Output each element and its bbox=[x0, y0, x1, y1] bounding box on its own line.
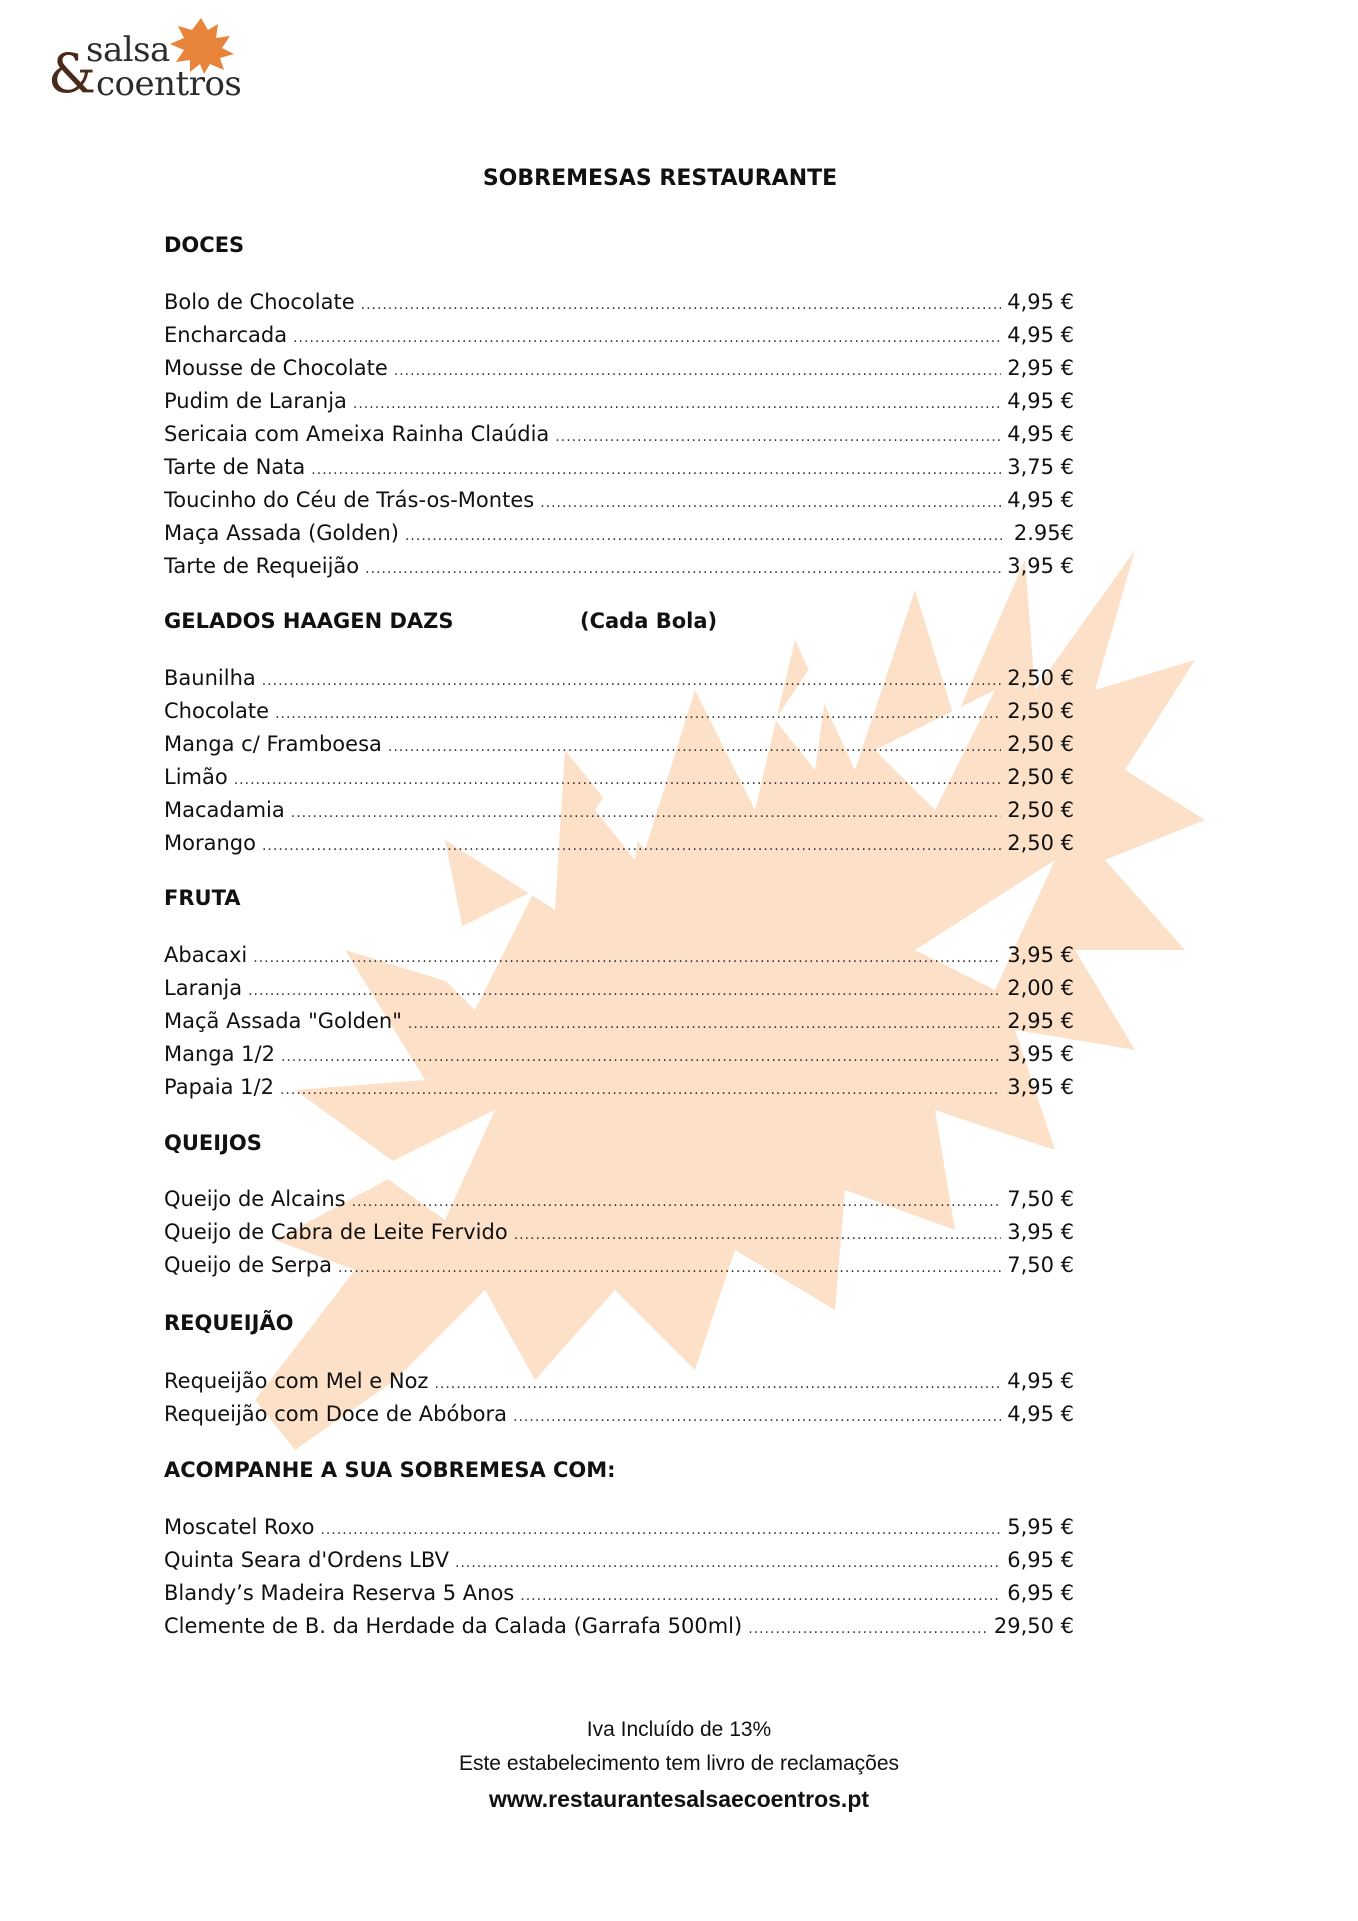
leader-dots bbox=[513, 1409, 1001, 1425]
item-price: 2,95 € bbox=[1007, 1009, 1074, 1033]
item-price: 3,95 € bbox=[1007, 554, 1074, 578]
item-name: Queijo de Alcains bbox=[164, 1187, 346, 1211]
item-price: 3,95 € bbox=[1007, 1075, 1074, 1099]
menu-item bbox=[164, 422, 1074, 452]
menu-item bbox=[164, 554, 1074, 584]
item-name: Mousse de Chocolate bbox=[164, 356, 388, 380]
leader-dots bbox=[320, 1522, 1001, 1538]
item-name: Bolo de Chocolate bbox=[164, 290, 355, 314]
item-price: 2,50 € bbox=[1007, 732, 1074, 756]
menu-item bbox=[164, 798, 1074, 828]
menu-item bbox=[164, 699, 1074, 729]
item-price: 3,75 € bbox=[1007, 455, 1074, 479]
item-price: 2,00 € bbox=[1007, 976, 1074, 1000]
footer-iva-note: Iva Incluído de 13% bbox=[586, 1718, 772, 1741]
leader-dots bbox=[365, 561, 1001, 577]
menu-item bbox=[164, 765, 1074, 795]
menu-item bbox=[164, 1402, 1074, 1432]
item-name: Limão bbox=[164, 765, 228, 789]
menu-item bbox=[164, 1614, 1074, 1644]
logo-ampersand: & bbox=[48, 42, 97, 105]
menu-item bbox=[164, 1009, 1074, 1039]
leader-dots bbox=[352, 1194, 1002, 1210]
leader-dots bbox=[748, 1621, 988, 1637]
item-price: 4,95 € bbox=[1007, 488, 1074, 512]
section-title-acompanhe: ACOMPANHE A SUA SOBREMESA COM: bbox=[164, 1458, 616, 1482]
item-price: 5,95 € bbox=[1007, 1515, 1074, 1539]
item-name: Tarte de Nata bbox=[164, 455, 306, 479]
leader-dots bbox=[388, 739, 1001, 755]
item-price: 3,95 € bbox=[1007, 1042, 1074, 1066]
menu-item bbox=[164, 323, 1074, 353]
leader-dots bbox=[361, 297, 1002, 313]
menu-item bbox=[164, 1369, 1074, 1399]
leader-dots bbox=[248, 983, 1001, 999]
item-price: 3,95 € bbox=[1007, 1220, 1074, 1244]
item-name: Queijo de Serpa bbox=[164, 1253, 332, 1277]
footer-complaints-note: Este estabelecimento tem livro de reclamações bbox=[458, 1752, 900, 1775]
menu-item bbox=[164, 1515, 1074, 1545]
leader-dots bbox=[234, 772, 1001, 788]
item-name: Morango bbox=[164, 831, 256, 855]
item-price: 7,50 € bbox=[1007, 1187, 1074, 1211]
item-name: Clemente de B. da Herdade da Calada (Garrafa 500ml) bbox=[164, 1614, 743, 1638]
leader-dots bbox=[394, 363, 1001, 379]
item-price: 4,95 € bbox=[1007, 290, 1074, 314]
menu-item bbox=[164, 1042, 1074, 1072]
logo-word-bottom: coentros bbox=[96, 64, 242, 104]
item-price: 4,95 € bbox=[1007, 389, 1074, 413]
item-price: 4,95 € bbox=[1007, 1369, 1074, 1393]
item-name: Baunilha bbox=[164, 666, 256, 690]
item-name: Quinta Seara d'Ordens LBV bbox=[164, 1548, 449, 1572]
menu-item bbox=[164, 1253, 1074, 1283]
item-name: Requeijão com Doce de Abóbora bbox=[164, 1402, 508, 1426]
section-title-doces: DOCES bbox=[164, 233, 245, 257]
item-name: Sericaia com Ameixa Rainha Claúdia bbox=[164, 422, 550, 446]
section-title-fruta: FRUTA bbox=[164, 886, 241, 910]
menu-item bbox=[164, 521, 1074, 551]
item-name: Maçã Assada "Golden" bbox=[164, 1009, 402, 1033]
item-price: 2,95 € bbox=[1007, 356, 1074, 380]
menu-item bbox=[164, 290, 1074, 320]
item-name: Abacaxi bbox=[164, 943, 248, 967]
item-name: Moscatel Roxo bbox=[164, 1515, 315, 1539]
item-price: 2.95€ bbox=[1013, 521, 1074, 545]
section-note-gelados: (Cada Bola) bbox=[580, 609, 718, 633]
footer-website-link[interactable]: www.restaurantesalsaecoentros.pt bbox=[488, 1786, 870, 1812]
item-name: Laranja bbox=[164, 976, 243, 1000]
leader-dots bbox=[281, 1049, 1001, 1065]
item-name: Requeijão com Mel e Noz bbox=[164, 1369, 429, 1393]
item-price: 6,95 € bbox=[1007, 1548, 1074, 1572]
item-name: Blandy’s Madeira Reserva 5 Anos bbox=[164, 1581, 515, 1605]
leader-dots bbox=[291, 805, 1001, 821]
item-name: Pudim de Laranja bbox=[164, 389, 347, 413]
item-name: Queijo de Cabra de Leite Fervido bbox=[164, 1220, 508, 1244]
item-name: Macadamia bbox=[164, 798, 285, 822]
leader-dots bbox=[338, 1260, 1001, 1276]
menu-item bbox=[164, 488, 1074, 518]
brand-logo bbox=[48, 16, 258, 106]
item-name: Maça Assada (Golden) bbox=[164, 521, 399, 545]
menu-item bbox=[164, 389, 1074, 419]
leader-dots bbox=[280, 1082, 1001, 1098]
section-title-queijos: QUEIJOS bbox=[164, 1131, 262, 1155]
leader-dots bbox=[405, 528, 1004, 544]
menu-item bbox=[164, 1548, 1074, 1578]
section-title-requeijao: REQUEIJÃO bbox=[164, 1311, 294, 1335]
leader-dots bbox=[275, 706, 1001, 722]
item-name: Toucinho do Céu de Trás-os-Montes bbox=[164, 488, 535, 512]
menu-item bbox=[164, 976, 1074, 1006]
item-price: 4,95 € bbox=[1007, 1402, 1074, 1426]
leader-dots bbox=[434, 1376, 1001, 1392]
leader-dots bbox=[408, 1016, 1001, 1032]
leader-dots bbox=[540, 495, 1001, 511]
item-price: 4,95 € bbox=[1007, 422, 1074, 446]
leader-dots bbox=[520, 1588, 1001, 1604]
item-name: Tarte de Requeijão bbox=[164, 554, 360, 578]
menu-item bbox=[164, 1581, 1074, 1611]
menu-item bbox=[164, 1220, 1074, 1250]
leader-dots bbox=[262, 673, 1001, 689]
item-price: 29,50 € bbox=[993, 1614, 1074, 1638]
logo-word-top: salsa bbox=[86, 30, 170, 70]
leader-dots bbox=[555, 429, 1001, 445]
item-name: Manga c/ Framboesa bbox=[164, 732, 382, 756]
menu-item bbox=[164, 943, 1074, 973]
menu-item bbox=[164, 666, 1074, 696]
item-price: 4,95 € bbox=[1007, 323, 1074, 347]
leader-dots bbox=[253, 950, 1001, 966]
item-price: 7,50 € bbox=[1007, 1253, 1074, 1277]
item-price: 2,50 € bbox=[1007, 699, 1074, 723]
menu-item bbox=[164, 1075, 1074, 1105]
leader-dots bbox=[311, 462, 1001, 478]
item-name: Manga 1/2 bbox=[164, 1042, 275, 1066]
item-name: Encharcada bbox=[164, 323, 288, 347]
menu-item bbox=[164, 1187, 1074, 1217]
item-price: 3,95 € bbox=[1007, 943, 1074, 967]
leader-dots bbox=[455, 1555, 1001, 1571]
item-price: 2,50 € bbox=[1007, 666, 1074, 690]
item-name: Papaia 1/2 bbox=[164, 1075, 274, 1099]
leader-dots bbox=[514, 1227, 1002, 1243]
menu-item bbox=[164, 732, 1074, 762]
item-price: 2,50 € bbox=[1007, 765, 1074, 789]
leader-dots bbox=[262, 838, 1001, 854]
menu-item bbox=[164, 455, 1074, 485]
leader-dots bbox=[293, 330, 1001, 346]
item-price: 6,95 € bbox=[1007, 1581, 1074, 1605]
item-price: 2,50 € bbox=[1007, 798, 1074, 822]
menu-item bbox=[164, 356, 1074, 386]
item-price: 2,50 € bbox=[1007, 831, 1074, 855]
leader-dots bbox=[353, 396, 1001, 412]
page-title: SOBREMESAS RESTAURANTE bbox=[482, 166, 838, 191]
item-name: Chocolate bbox=[164, 699, 270, 723]
menu-item bbox=[164, 831, 1074, 861]
section-title-gelados: GELADOS HAAGEN DAZS bbox=[164, 609, 454, 633]
